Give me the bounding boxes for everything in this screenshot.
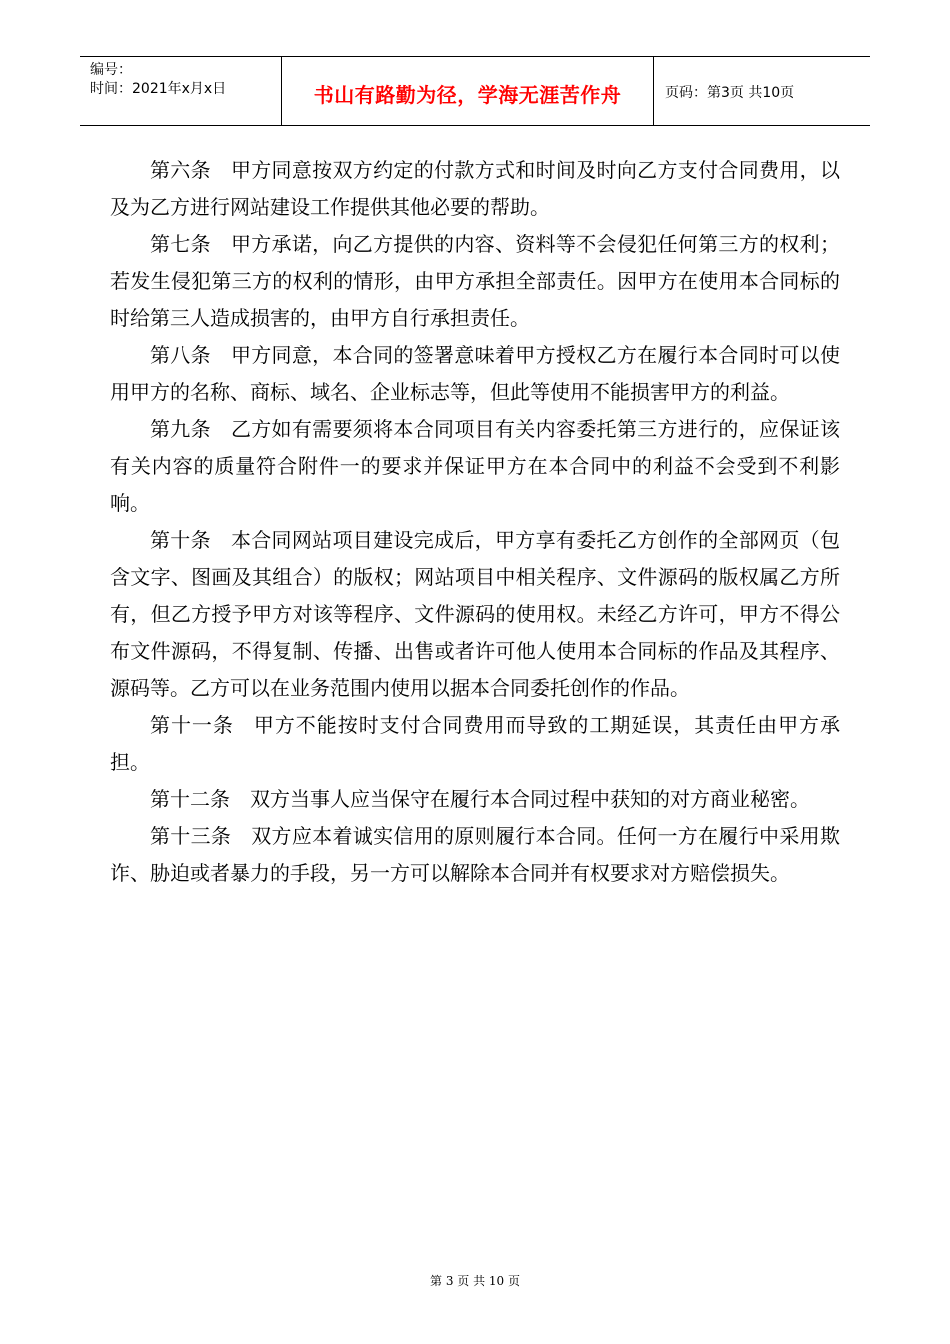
clause-text: 甲方同意，本合同的签署意味着甲方授权乙方在履行本合同时可以使用甲方的名称、商标、域名、企业标志等，但此等使用不能损害甲方的利益。 bbox=[110, 343, 840, 404]
clause-number: 第十二条 bbox=[150, 787, 230, 811]
serial-number-label: 编号： bbox=[90, 62, 132, 78]
clause-13 bbox=[110, 818, 840, 892]
clause-number: 第十条 bbox=[150, 528, 211, 552]
header-page-info: 页码：第3页 共10页 bbox=[665, 85, 795, 101]
date-label: 时间：2021年x月x日 bbox=[90, 81, 227, 97]
clause-text: 甲方不能按时支付合同费用而导致的工期延误，其责任由甲方承担。 bbox=[110, 713, 841, 774]
clause-text: 甲方同意按双方约定的付款方式和时间及时向乙方支付合同费用，以及为乙方进行网站建设工作提供其他必要的帮助。 bbox=[110, 158, 840, 219]
clause-12 bbox=[110, 781, 840, 818]
header-slogan: 书山有路勤为径，学海无涯苦作舟 bbox=[313, 83, 622, 107]
header-divider bbox=[653, 57, 654, 125]
clause-number: 第九条 bbox=[150, 417, 211, 441]
clause-text: 甲方承诺，向乙方提供的内容、资料等不会侵犯任何第三方的权利；若发生侵犯第三方的权利的情形，由甲方承担全部责任。因甲方在使用本合同标的时给第三人造成损害的，由甲方自行承担责任。 bbox=[110, 232, 840, 330]
clause-7 bbox=[110, 226, 840, 337]
page-header bbox=[80, 56, 870, 126]
clause-text: 双方当事人应当保守在履行本合同过程中获知的对方商业秘密。 bbox=[250, 787, 810, 811]
clause-8 bbox=[110, 337, 840, 411]
clause-text: 乙方如有需要须将本合同项目有关内容委托第三方进行的，应保证该有关内容的质量符合附件一的要求并保证甲方在本合同中的利益不会受到不利影响。 bbox=[110, 417, 840, 515]
clause-9 bbox=[110, 411, 840, 522]
clause-6 bbox=[110, 152, 840, 226]
clause-11 bbox=[110, 707, 840, 781]
clause-10 bbox=[110, 522, 840, 707]
clause-text: 本合同网站项目建设完成后，甲方享有委托乙方创作的全部网页（包含文字、图画及其组合）的版权；网站项目中相关程序、文件源码的版权属乙方所有，但乙方授予甲方对该等程序、文件源码的使用权。未经乙方许可，甲方不得公布文件源码，不得复制、传播、出售或者许可他人使用本合同标的作品及其程序、源码等。乙方可以在业务范围内使用以据本合同委托创作的作品。 bbox=[110, 528, 840, 700]
clause-number: 第六条 bbox=[150, 158, 211, 182]
contract-body bbox=[110, 152, 840, 892]
page-footer: 第 3 页 共 10 页 bbox=[430, 1274, 520, 1288]
header-meta bbox=[90, 61, 226, 99]
clause-number: 第十三条 bbox=[150, 824, 232, 848]
clause-text: 双方应本着诚实信用的原则履行本合同。任何一方在履行中采用欺诈、胁迫或者暴力的手段，另一方可以解除本合同并有权要求对方赔偿损失。 bbox=[110, 824, 840, 885]
clause-number: 第十一条 bbox=[150, 713, 234, 737]
clause-number: 第八条 bbox=[150, 343, 211, 367]
clause-number: 第七条 bbox=[150, 232, 211, 256]
